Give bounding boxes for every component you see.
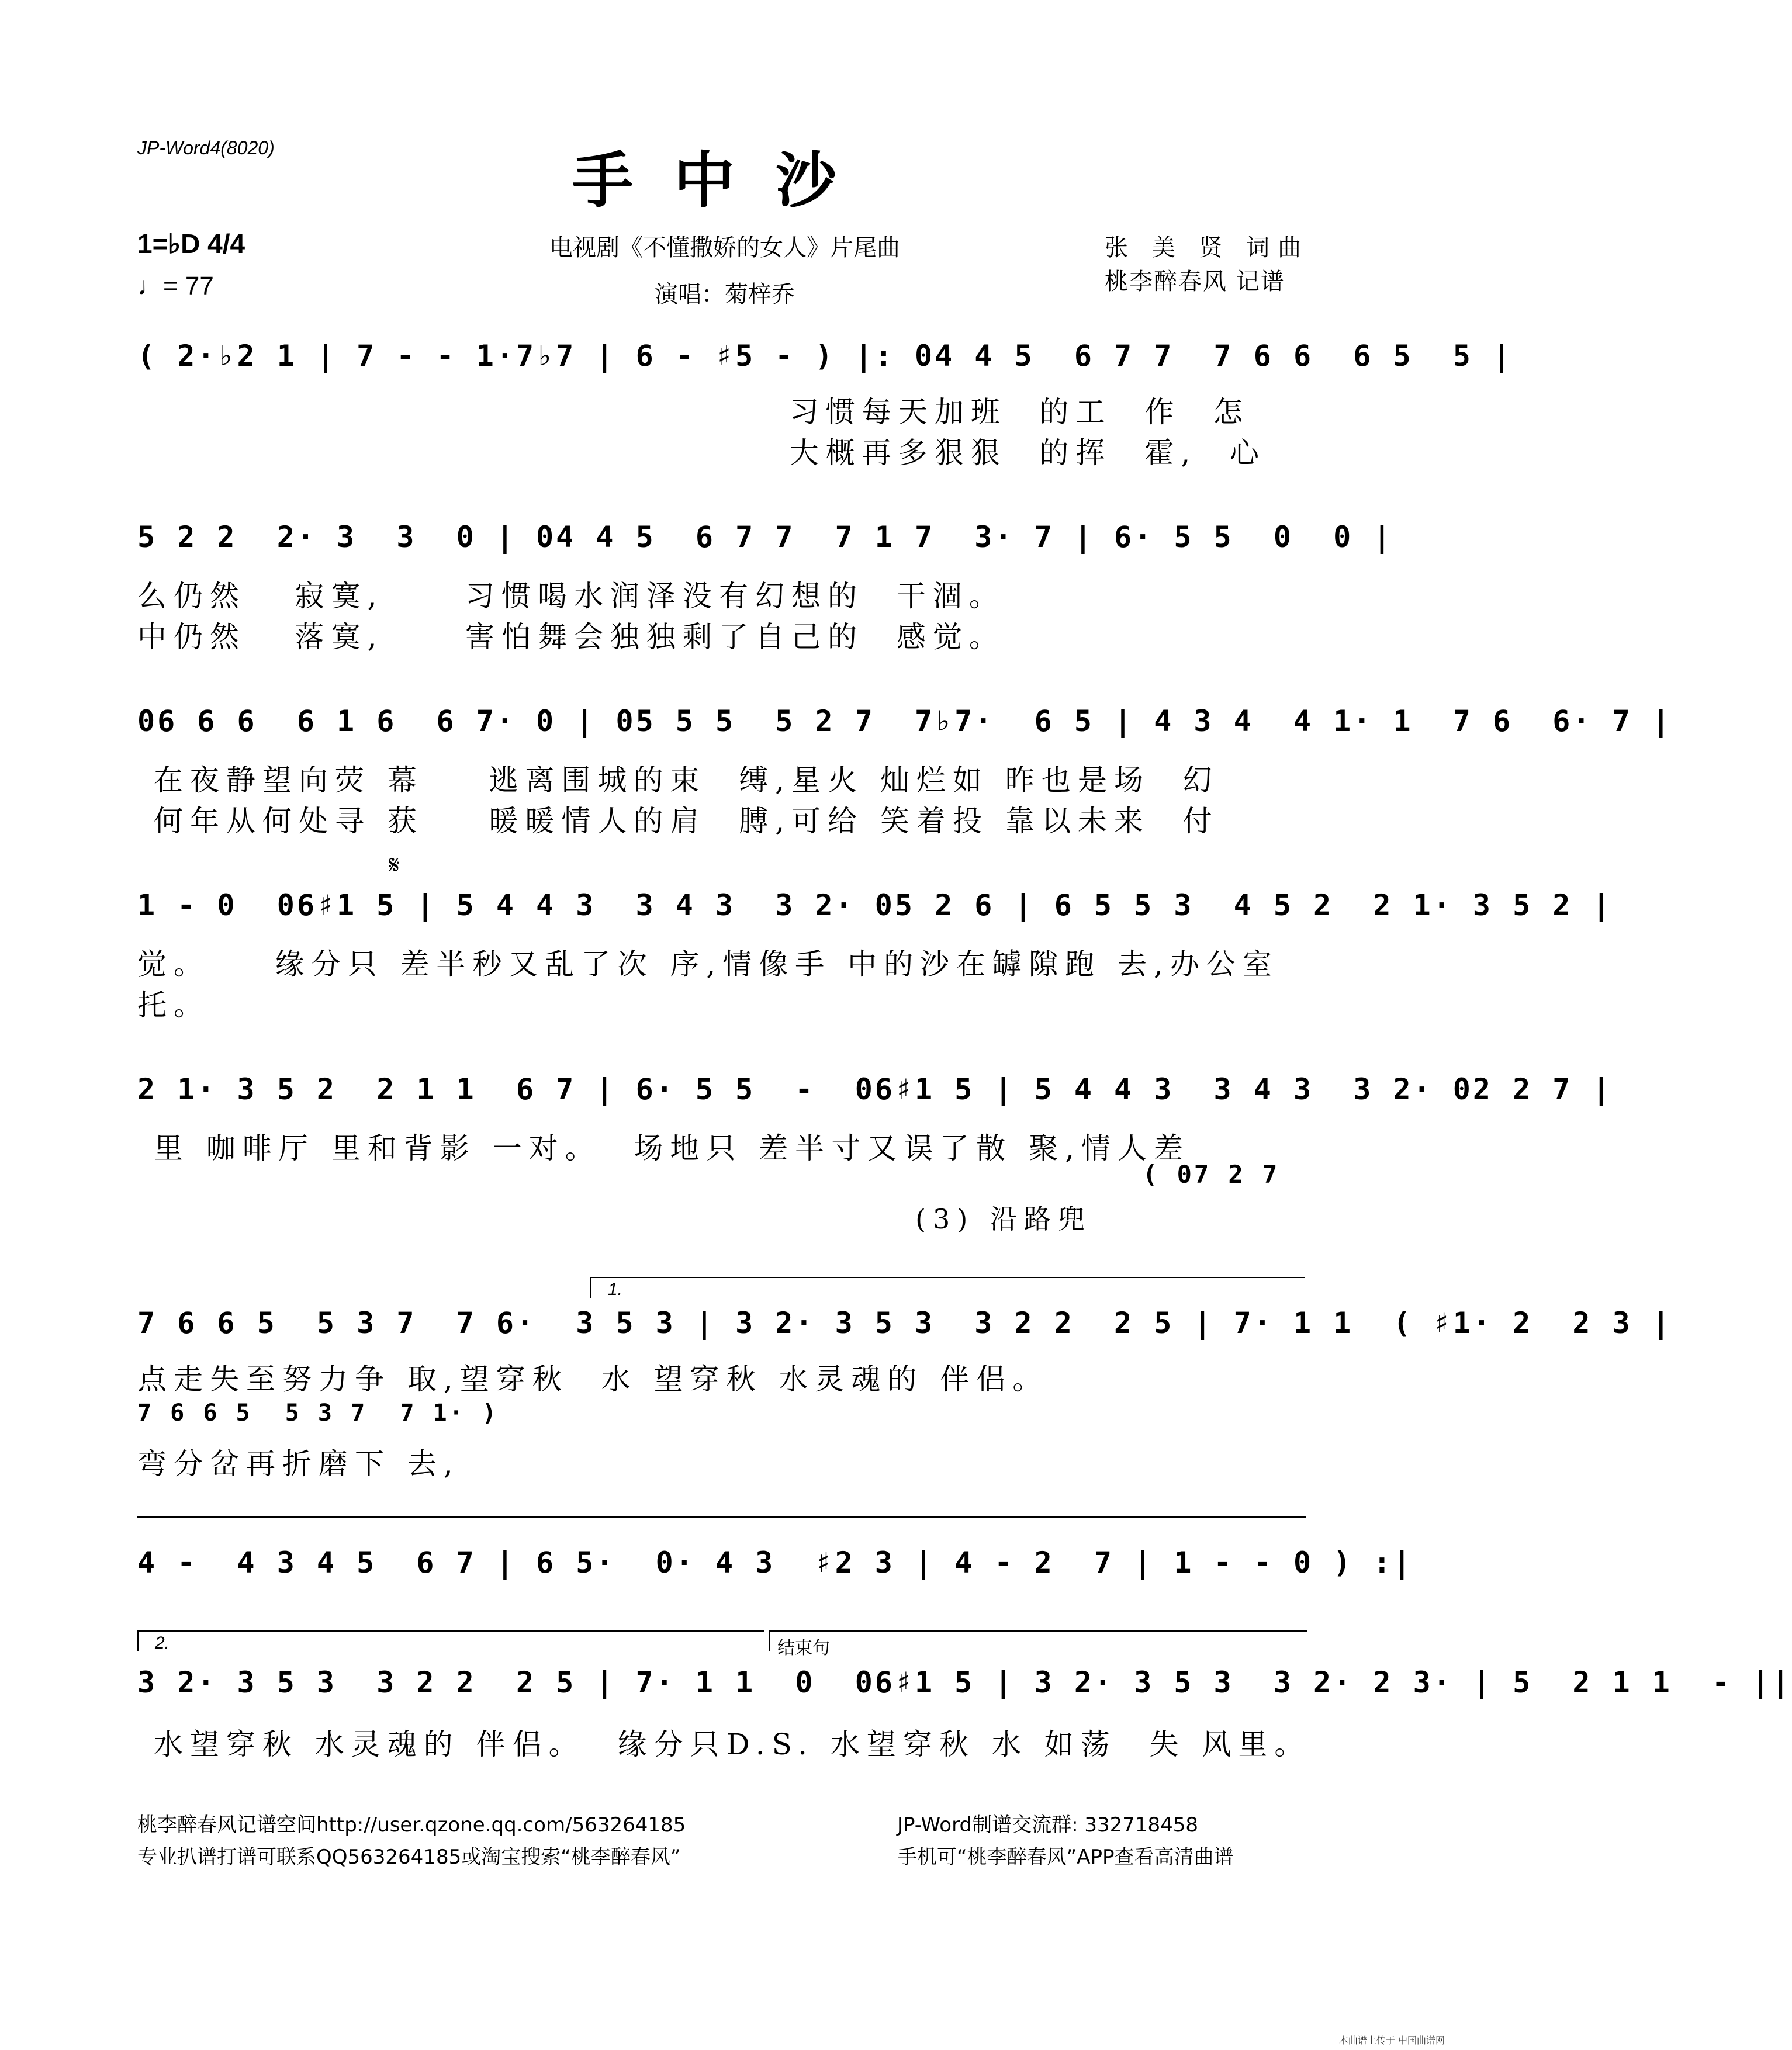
notation-line-3: 06 6 6 6 1 6 6 7· 0 | 05 5 5 5 2 7 7♭7· 6 5 | 4 3 4 4 1· 1 7 6 6· 7 |: [137, 704, 1672, 738]
lyric-line-6b: 弯分岔再折磨下 去,: [137, 1447, 460, 1481]
footer-right-line-2: 手机可“桃李醉春风”APP查看高清曲谱: [897, 1845, 1234, 1869]
notation-line-8: 3 2· 3 5 3 3 2 2 2 5 | 7· 1 1 0 06♯1 5 | 3 2· 3 5 3 3 2· 2 3· | 5 2 1 1 - ||: [137, 1665, 1792, 1699]
key-signature: 1=♭D 4/4: [137, 228, 245, 259]
tempo-marking: ♩= 77: [137, 272, 214, 300]
notation-aside-6: 7 6 6 5 5 3 7 7 1· ): [137, 1400, 499, 1426]
transcriber-credit: 桃李醉春风 记谱: [1105, 268, 1285, 295]
song-title: 手中沙: [572, 144, 877, 216]
notation-line-4: 1 - 0 06♯1 5 | 5 4 4 3 3 4 3 3 2· 05 2 6 | 6 5 5 3 4 5 2 2 1· 3 5 2 |: [137, 888, 1613, 922]
lyric-line-5b: (3) 沿路兜: [137, 1203, 1092, 1235]
lyric-line-8a: 水望穿秋 水灵魂的 伴侣。 缘分只D.S. 水望穿秋 水 如荡 失 风里。: [137, 1727, 1311, 1761]
footer-left-line-1: 桃李醉春风记谱空间http://user.qzone.qq.com/563264185: [137, 1813, 686, 1837]
software-label: JP-Word4(8020): [137, 137, 275, 158]
notation-line-5: 2 1· 3 5 2 2 1 1 6 7 | 6· 5 5 - 06♯1 5 | 5 4 4 3 3 4 3 3 2· 02 2 7 |: [137, 1072, 1613, 1106]
ending-label: 结束句: [777, 1639, 830, 1658]
notation-line-1: ( 2·♭2 1 | 7 - - 1·7♭7 | 6 - ♯5 - ) |: 04 4 5 6 7 7 7 6 6 6 5 5 |: [137, 339, 1513, 373]
footer-right-line-1: JP-Word制谱交流群: 332718458: [897, 1813, 1199, 1837]
singer: 演唱：菊梓乔: [655, 281, 795, 308]
lyric-line-4a: 觉。 缘分只 差半秒又乱了次 序,情像手 中的沙在罅隙跑 去,办公室: [137, 947, 1279, 981]
composer-credit: 张 美 贤 词曲: [1105, 234, 1310, 261]
lyric-line-1b: 大概再多狠狠 的挥 霍, 心: [137, 436, 1266, 470]
notation-line-6: 7 6 6 5 5 3 7 7 6· 3 5 3 | 3 2· 3 5 3 3 2 2 2 5 | 7· 1 1 ( ♯1· 2 2 3 |: [137, 1306, 1672, 1340]
lyric-line-3a: 在夜静望向荧 幕 逃离围城的束 缚,星火 灿烂如 昨也是场 幻: [137, 763, 1219, 797]
lyric-line-4b: 托。: [137, 988, 210, 1022]
ending-bracket: [769, 1630, 1307, 1651]
subtitle: 电视剧《不懂撒娇的女人》片尾曲: [549, 234, 900, 261]
volta-label-1: 1.: [608, 1280, 623, 1299]
footer-left-line-2: 专业扒谱打谱可联系QQ563264185或淘宝搜索“桃李醉春风”: [137, 1845, 681, 1869]
repeat-bracket: [137, 1516, 1306, 1538]
watermark-stamp: 本曲谱上传于 中国曲谱网: [1338, 2035, 1445, 2046]
volta-bracket-1: [590, 1277, 1305, 1298]
lyric-line-6a: 点走失至努力争 取,望穿秋 水 望穿秋 水灵魂的 伴侣。: [137, 1362, 1049, 1396]
notation-line-2: 5 2 2 2· 3 3 0 | 04 4 5 6 7 7 7 1 7 3· 7 | 6· 5 5 0 0 |: [137, 520, 1393, 554]
notation-line-7: 4 - 4 3 4 5 6 7 | 6 5· 0· 4 3 ♯2 3 | 4 - 2 7 | 1 - - 0 ) :|: [137, 1546, 1413, 1580]
segno-sign: 𝄋: [389, 850, 400, 880]
volta-bracket-2: [137, 1630, 764, 1651]
lyric-line-3b: 何年从何处寻 获 暖暖情人的肩 膊,可给 笑着投 靠以未来 付: [137, 804, 1219, 838]
notation-aside-5: ( 07 2 7: [1143, 1160, 1280, 1189]
lyric-line-1a: 习惯每天加班 的工 作 怎: [137, 395, 1250, 429]
volta-label-2: 2.: [155, 1633, 170, 1653]
lyric-line-2a: 么仍然 寂寞, 习惯喝水润泽没有幻想的 干涸。: [137, 579, 1005, 613]
lyric-line-5a: 里 咖啡厅 里和背影 一对。 场地只 差半寸又误了散 聚,情人差: [137, 1131, 1191, 1165]
lyric-line-2b: 中仍然 落寞, 害怕舞会独独剩了自己的 感觉。: [137, 620, 1005, 654]
